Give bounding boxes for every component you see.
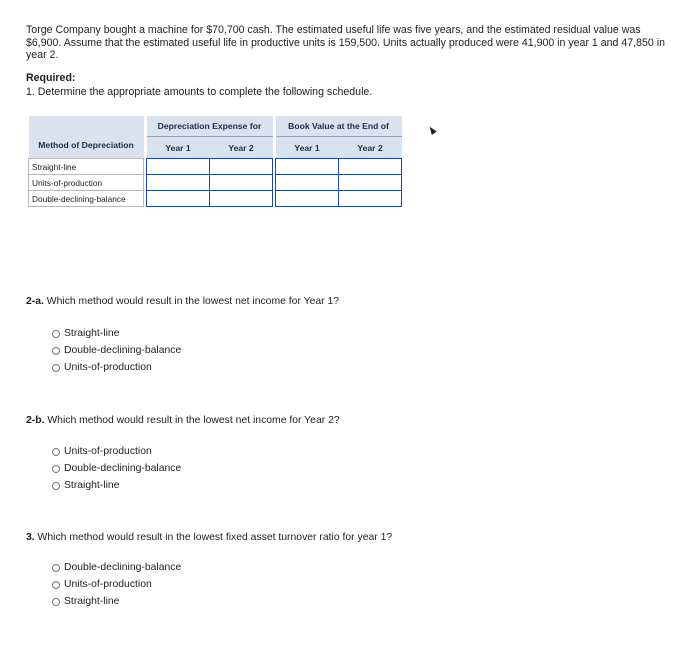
input-uop-dep-year2[interactable]: [210, 175, 273, 191]
radio-icon[interactable]: [52, 364, 60, 372]
input-uop-bv-year2[interactable]: [339, 175, 402, 191]
book-value-header: Book Value at the End of: [276, 116, 402, 137]
input-uop-dep-year1[interactable]: [147, 175, 210, 191]
question-2a-number: 2-a.: [26, 296, 44, 307]
mouse-cursor-icon: [427, 125, 437, 135]
question-2b-options: [52, 443, 181, 494]
radio-icon[interactable]: [52, 465, 60, 473]
question-2b: [26, 415, 340, 426]
radio-icon[interactable]: [52, 448, 60, 456]
radio-icon[interactable]: [52, 581, 60, 589]
input-sl-bv-year1[interactable]: [276, 159, 339, 175]
q2a-option-double-declining[interactable]: Double-declining-balance: [52, 342, 181, 359]
question-2a-text: Which method would result in the lowest net income for Year 1?: [43, 296, 340, 307]
q3-option-double-declining[interactable]: Double-declining-balance: [52, 559, 181, 576]
question-2a: [26, 296, 339, 307]
required-label: Required:: [26, 72, 76, 84]
required-1-text: 1. Determine the appropriate amounts to complete the following schedule.: [26, 86, 373, 98]
table-row: [29, 175, 402, 191]
input-uop-bv-year1[interactable]: [276, 175, 339, 191]
radio-icon[interactable]: [52, 482, 60, 490]
bv-year2-header: Year 2: [339, 137, 402, 159]
input-ddb-bv-year2[interactable]: [339, 191, 402, 207]
dep-year2-header: Year 2: [210, 137, 273, 159]
dep-year1-header: Year 1: [147, 137, 210, 159]
input-sl-dep-year2[interactable]: [210, 159, 273, 175]
table-row: [29, 191, 402, 207]
depreciation-schedule-table: [28, 116, 402, 207]
question-3: [26, 532, 392, 543]
input-ddb-dep-year2[interactable]: [210, 191, 273, 207]
method-header: Method of Depreciation: [29, 116, 144, 159]
input-sl-bv-year2[interactable]: [339, 159, 402, 175]
question-2b-text: Which method would result in the lowest net income for Year 2?: [44, 415, 340, 426]
input-ddb-dep-year1[interactable]: [147, 191, 210, 207]
q2a-option-units-of-production[interactable]: Units-of-production: [52, 359, 181, 376]
input-sl-dep-year1[interactable]: [147, 159, 210, 175]
question-3-options: [52, 559, 181, 610]
row-label-straight-line: Straight-line: [29, 159, 144, 175]
q3-option-straight-line[interactable]: Straight-line: [52, 593, 181, 610]
depreciation-expense-header: Depreciation Expense for: [147, 116, 273, 137]
q2b-option-straight-line[interactable]: Straight-line: [52, 477, 181, 494]
question-3-number: 3.: [26, 532, 35, 543]
q2a-option-straight-line[interactable]: Straight-line: [52, 325, 181, 342]
radio-icon[interactable]: [52, 330, 60, 338]
question-3-text: Which method would result in the lowest fixed asset turnover ratio for year 1?: [34, 532, 393, 543]
question-2a-options: [52, 325, 181, 376]
row-label-units-of-production: Units-of-production: [29, 175, 144, 191]
q2b-option-units-of-production[interactable]: Units-of-production: [52, 443, 181, 460]
radio-icon[interactable]: [52, 347, 60, 355]
row-label-double-declining: Double-declining-balance: [29, 191, 144, 207]
radio-icon[interactable]: [52, 598, 60, 606]
bv-year1-header: Year 1: [276, 137, 339, 159]
question-2b-number: 2-b.: [26, 415, 45, 426]
q3-option-units-of-production[interactable]: Units-of-production: [52, 576, 181, 593]
input-ddb-bv-year1[interactable]: [276, 191, 339, 207]
radio-icon[interactable]: [52, 564, 60, 572]
q2b-option-double-declining[interactable]: Double-declining-balance: [52, 460, 181, 477]
table-row: [29, 159, 402, 175]
problem-text: Torge Company bought a machine for $70,700 cash. The estimated useful life was five years, and the estimated residual value was $6,900. Assume that the estimated useful life in productive units is 159,500. Units actually produced were 41,900 in year 1 and 47,850 in year 2.: [26, 24, 665, 62]
